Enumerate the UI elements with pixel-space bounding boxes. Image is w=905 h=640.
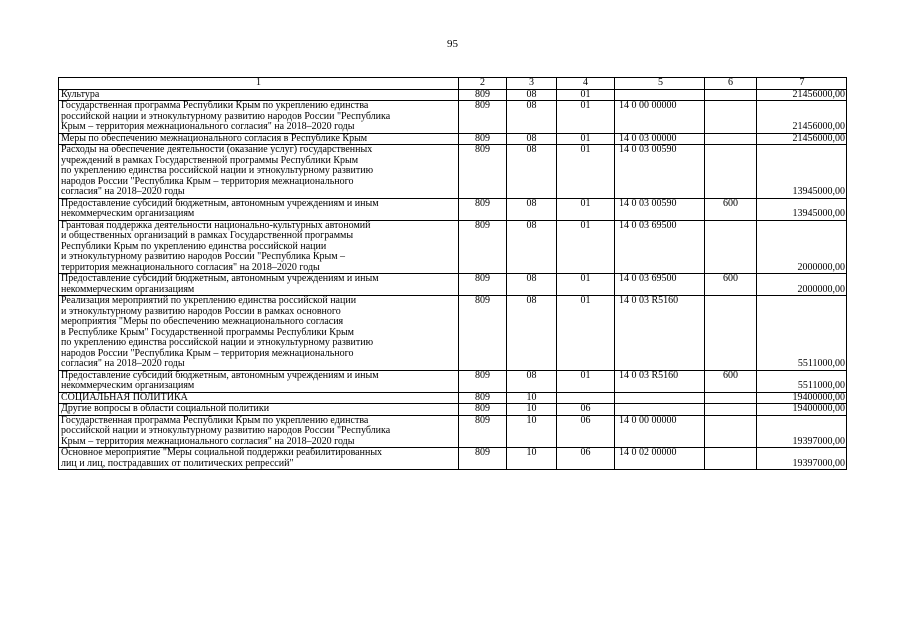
description-line: некоммерческим организациям [61, 380, 195, 391]
cell-c4: 06 [557, 415, 615, 448]
table-row [59, 274, 847, 296]
cell-c4: 01 [557, 198, 615, 220]
description-line: Крым – территория межнационального согласия" на 2018–2020 годы [61, 435, 355, 447]
cell-c4 [557, 392, 615, 404]
cell-c2: 809 [459, 133, 507, 145]
row-description [59, 404, 459, 416]
cell-c2: 809 [459, 198, 507, 220]
table-row [59, 145, 847, 199]
cell-c2: 809 [459, 448, 507, 470]
cell-c3: 10 [507, 415, 557, 448]
cell-c5: 14 0 03 00590 [615, 145, 705, 199]
cell-c7: 19397000,00 [757, 448, 847, 470]
cell-c6: 600 [705, 274, 757, 296]
description-line: СОЦИАЛЬНАЯ ПОЛИТИКА [61, 391, 188, 403]
row-description [59, 448, 459, 470]
cell-c7: 19397000,00 [757, 415, 847, 448]
cell-c6: 600 [705, 198, 757, 220]
cell-c5: 14 0 03 R5160 [615, 370, 705, 392]
cell-c2: 809 [459, 274, 507, 296]
cell-c4: 01 [557, 89, 615, 101]
cell-c2: 809 [459, 370, 507, 392]
description-line: Республики Крым по укреплению единства российской нации [61, 240, 327, 252]
cell-c7: 2000000,00 [757, 274, 847, 296]
cell-c5: 14 0 02 00000 [615, 448, 705, 470]
cell-c3: 08 [507, 133, 557, 145]
cell-c5 [615, 404, 705, 416]
row-description [59, 133, 459, 145]
description-line: Основное мероприятие "Меры социальной поддержки реабилитированных [61, 447, 383, 458]
row-description [59, 274, 459, 296]
cell-c4: 01 [557, 133, 615, 145]
description-line: согласия" на 2018–2020 годы [61, 358, 185, 369]
cell-c3: 08 [507, 220, 557, 274]
description-line: и общественных организаций в рамках Государственной программы [61, 230, 354, 241]
description-line: российской нации и этнокультурному развитию народов России "Республика [61, 110, 391, 122]
table-row [59, 370, 847, 392]
cell-c7: 5511000,00 [757, 370, 847, 392]
table-row [59, 101, 847, 134]
description-line: Грантовая поддержка деятельности национально-культурных автономий [61, 219, 371, 231]
description-line: мероприятия "Меры по обеспечению межнационального согласия [61, 316, 344, 327]
cell-c7: 13945000,00 [757, 198, 847, 220]
description-line: Крым – территория межнационального согласия" на 2018–2020 годы [61, 121, 355, 132]
cell-c6 [705, 145, 757, 199]
row-description [59, 198, 459, 220]
cell-c7: 21456000,00 [757, 133, 847, 145]
description-line: Государственная программа Республики Крым по укреплению единства [61, 414, 369, 426]
budget-table [58, 77, 847, 470]
cell-c5 [615, 89, 705, 101]
row-description [59, 392, 459, 404]
cell-c3: 08 [507, 145, 557, 199]
cell-c4: 01 [557, 145, 615, 199]
description-line: Другие вопросы в области социальной политики [61, 403, 270, 414]
cell-c3: 10 [507, 392, 557, 404]
cell-c3: 08 [507, 198, 557, 220]
table-row [59, 448, 847, 470]
description-line: некоммерческим организациям [61, 208, 195, 219]
table-row [59, 392, 847, 404]
header-cell: 3 [507, 78, 557, 90]
table-row [59, 89, 847, 101]
table-header-row [59, 78, 847, 90]
row-description [59, 370, 459, 392]
header-cell: 6 [705, 78, 757, 90]
cell-c6 [705, 448, 757, 470]
description-line: и этнокультурному развитию народов России в рамках основного [61, 305, 341, 317]
cell-c2: 809 [459, 220, 507, 274]
cell-c4: 06 [557, 448, 615, 470]
cell-c7: 5511000,00 [757, 296, 847, 371]
cell-c5: 14 0 03 R5160 [615, 296, 705, 371]
description-line: Предоставление субсидий бюджетным, автономным учреждениям и иным [61, 197, 379, 209]
row-description [59, 89, 459, 101]
cell-c7: 21456000,00 [757, 101, 847, 134]
description-line: Культура [61, 88, 100, 100]
cell-c3: 08 [507, 101, 557, 134]
cell-c3: 10 [507, 404, 557, 416]
description-line: Предоставление субсидий бюджетным, автономным учреждениям и иным [61, 369, 379, 381]
header-cell: 7 [757, 78, 847, 90]
cell-c6 [705, 133, 757, 145]
cell-c5: 14 0 00 00000 [615, 415, 705, 448]
description-line: территория межнационального согласия" на 2018–2020 годы [61, 261, 320, 273]
cell-c4: 01 [557, 296, 615, 371]
cell-c7: 21456000,00 [757, 89, 847, 101]
cell-c2: 809 [459, 296, 507, 371]
cell-c6 [705, 101, 757, 134]
cell-c2: 809 [459, 101, 507, 134]
cell-c4: 06 [557, 404, 615, 416]
description-line: народов России "Республика Крым – территория межнационального [61, 347, 354, 359]
cell-c2: 809 [459, 145, 507, 199]
cell-c7: 19400000,00 [757, 404, 847, 416]
cell-c3: 08 [507, 89, 557, 101]
page-number: 95 [447, 38, 458, 50]
cell-c7: 13945000,00 [757, 145, 847, 199]
cell-c6: 600 [705, 370, 757, 392]
cell-c5 [615, 392, 705, 404]
table-row [59, 296, 847, 371]
cell-c6 [705, 404, 757, 416]
cell-c2: 809 [459, 392, 507, 404]
cell-c4: 01 [557, 274, 615, 296]
cell-c7: 19400000,00 [757, 392, 847, 404]
header-cell: 4 [557, 78, 615, 90]
cell-c2: 809 [459, 404, 507, 416]
description-line: лиц и лиц, пострадавших от политических репрессий" [61, 457, 294, 469]
table-row [59, 415, 847, 448]
description-line: Реализация мероприятий по укреплению единства российской нации [61, 295, 357, 306]
description-line: в Республике Крым" Государственной программы Республики Крым [61, 326, 354, 338]
cell-c6 [705, 415, 757, 448]
description-line: народов России "Республика Крым – территория межнационального [61, 175, 354, 187]
cell-c7: 2000000,00 [757, 220, 847, 274]
cell-c6 [705, 296, 757, 371]
row-description [59, 296, 459, 371]
row-description [59, 145, 459, 199]
description-line: по укреплению единства российской нации и этнокультурному развитию [61, 165, 374, 176]
cell-c5: 14 0 00 00000 [615, 101, 705, 134]
row-description [59, 220, 459, 274]
table-row [59, 198, 847, 220]
cell-c5: 14 0 03 00000 [615, 133, 705, 145]
header-cell: 5 [615, 78, 705, 90]
row-description [59, 415, 459, 448]
description-line: Меры по обеспечению межнационального согласия в Республике Крым [61, 132, 368, 144]
description-line: согласия" на 2018–2020 годы [61, 186, 185, 197]
cell-c2: 809 [459, 415, 507, 448]
cell-c3: 08 [507, 274, 557, 296]
header-cell: 1 [59, 78, 459, 90]
description-line: Расходы на обеспечение деятельности (оказание услуг) государственных [61, 144, 373, 155]
table-row [59, 133, 847, 145]
description-line: Предоставление субсидий бюджетным, автономным учреждениям и иным [61, 273, 379, 284]
cell-c6 [705, 89, 757, 101]
description-line: Государственная программа Республики Крым по укреплению единства [61, 100, 369, 111]
cell-c3: 10 [507, 448, 557, 470]
description-line: по укреплению единства российской нации и этнокультурному развитию [61, 337, 374, 348]
description-line: некоммерческим организациям [61, 283, 195, 295]
cell-c3: 08 [507, 370, 557, 392]
cell-c4: 01 [557, 101, 615, 134]
cell-c4: 01 [557, 220, 615, 274]
cell-c6 [705, 392, 757, 404]
header-cell: 2 [459, 78, 507, 90]
row-description [59, 101, 459, 134]
description-line: учреждений в рамках Государственной программы Республики Крым [61, 154, 359, 166]
table-row [59, 404, 847, 416]
cell-c5: 14 0 03 00590 [615, 198, 705, 220]
description-line: и этнокультурному развитию народов России "Республика Крым – [61, 251, 346, 262]
cell-c3: 08 [507, 296, 557, 371]
cell-c2: 809 [459, 89, 507, 101]
cell-c6 [705, 220, 757, 274]
cell-c5: 14 0 03 69500 [615, 274, 705, 296]
table-row [59, 220, 847, 274]
cell-c4: 01 [557, 370, 615, 392]
description-line: российской нации и этнокультурному развитию народов России "Республика [61, 425, 391, 436]
cell-c5: 14 0 03 69500 [615, 220, 705, 274]
